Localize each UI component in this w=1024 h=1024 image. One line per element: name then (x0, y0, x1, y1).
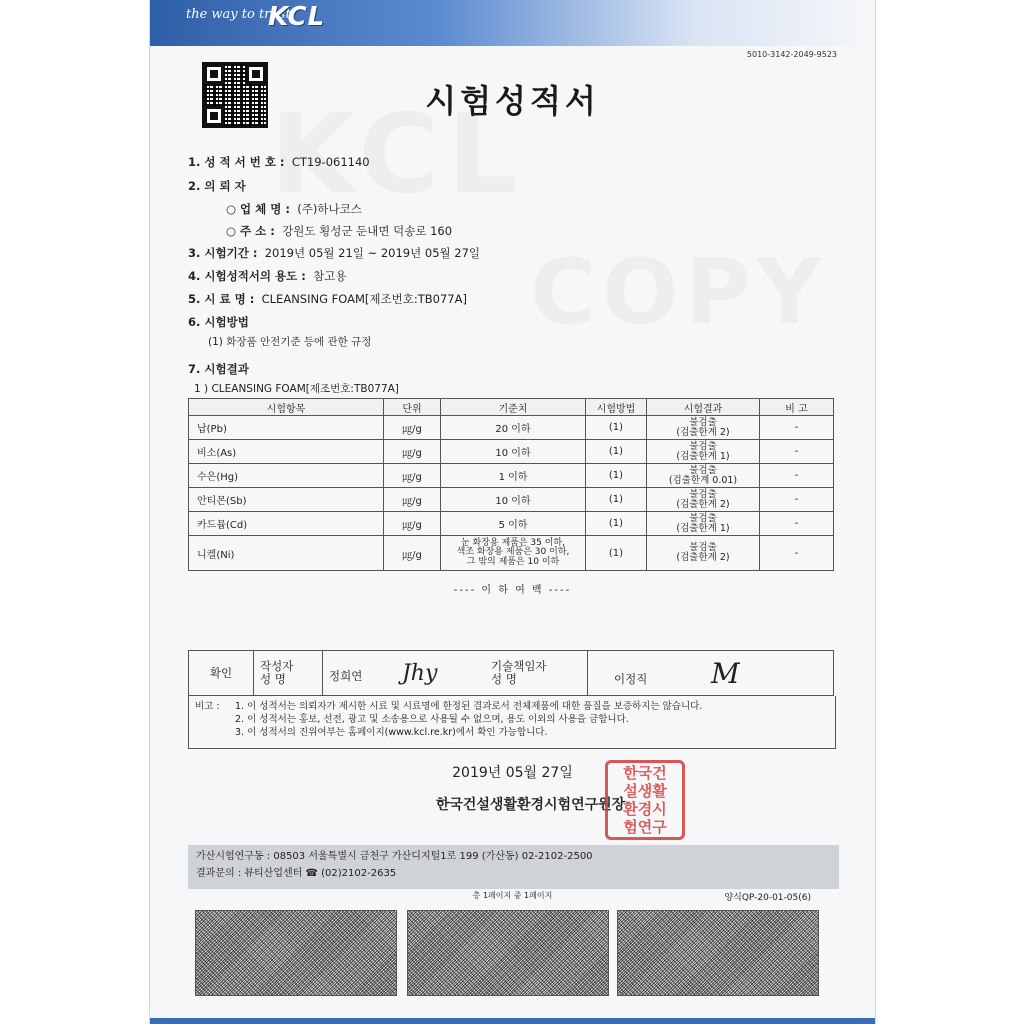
cell-note: - (760, 416, 834, 440)
standard-line: 그 밖의 제품은 10 이하 (466, 556, 560, 567)
table-row (189, 416, 834, 440)
security-pattern (407, 910, 609, 996)
cell-unit: ㎍/g (384, 536, 441, 571)
cell-note: - (760, 488, 834, 512)
result-line: 불검출 (689, 416, 717, 428)
cell-method: (1) (586, 512, 647, 536)
cell-standard: 5 이하 (441, 512, 586, 536)
cell-note: - (760, 464, 834, 488)
col-header: 시험항목 (189, 399, 384, 416)
certificate-page (150, 0, 875, 1024)
cell-result (647, 464, 760, 488)
company-label: ○ 업 체 명 : (226, 202, 290, 216)
cell-item: 안티몬(Sb) (189, 488, 384, 512)
blank-below-note: ---- 이 하 여 백 ---- (453, 585, 572, 596)
result-line: (검출한계 2) (676, 498, 730, 510)
sample-label: 5. 시 료 명 : (188, 292, 255, 306)
footer-contact: 결과문의 : 뷰티산업센터 ☎ (02)2102-2635 (196, 868, 397, 879)
method-label: 6. 시험방법 (188, 315, 249, 329)
author-label: 작성자 (260, 659, 294, 673)
cell-method: (1) (586, 536, 647, 571)
result-line: 불검출 (689, 440, 717, 452)
report-number-label: 1. 성 적 서 번 호 : (188, 155, 285, 169)
result-subtitle: 1 ) CLEANSING FOAM[제조번호:TB077A] (194, 383, 399, 395)
cell-method: (1) (586, 440, 647, 464)
cell-item: 납(Pb) (189, 416, 384, 440)
table-row (189, 536, 834, 571)
result-line: (검출한계 2) (676, 426, 730, 438)
cell-standard: 20 이하 (441, 416, 586, 440)
test-period-row (188, 245, 480, 261)
col-header: 기준치 (441, 399, 586, 416)
results-table (188, 398, 834, 571)
result-label: 7. 시험결과 (188, 362, 249, 376)
cell-result (647, 416, 760, 440)
page-info: 총 1페이지 중 1페이지 (472, 891, 553, 900)
name-label: 성 명 (260, 672, 286, 686)
cell-unit: ㎍/g (384, 464, 441, 488)
form-number: 양식QP-20-01-05(6) (724, 893, 811, 903)
result-line: 불검출 (689, 512, 717, 524)
remarks-label: 비고 : (195, 701, 220, 712)
result-line: (검출한계 0.01) (668, 474, 738, 486)
result-heading (188, 361, 249, 377)
official-seal-icon: 한국건 설생활 환경시 험연구 (605, 760, 685, 840)
purpose-row (188, 268, 347, 284)
cell-standard: 10 이하 (441, 488, 586, 512)
result-line: 불검출 (689, 488, 717, 500)
signature-table (188, 650, 834, 696)
security-pattern (617, 910, 819, 996)
cell-result (647, 536, 760, 571)
cell-standard: 10 이하 (441, 440, 586, 464)
result-line: (검출한계 1) (676, 450, 730, 462)
col-header: 비 고 (760, 399, 834, 416)
cell-note: - (760, 440, 834, 464)
cell-method: (1) (586, 416, 647, 440)
report-number-row (188, 154, 370, 170)
cell-item: 니켈(Ni) (189, 536, 384, 571)
cell-result (647, 512, 760, 536)
standard-line: 색조 화장용 제품은 30 이하, (456, 547, 570, 558)
table-row (189, 512, 834, 536)
address-label: ○ 주 소 : (226, 224, 275, 238)
security-pattern (195, 910, 397, 996)
cell-unit: ㎍/g (384, 440, 441, 464)
result-line: 불검출 (689, 464, 717, 476)
client-label: 2. 의 뢰 자 (188, 179, 246, 193)
tagline: the way to trust (186, 7, 291, 22)
tech-label: 기술책임자 (491, 659, 547, 673)
issue-date: 2019년 05월 27일 (452, 765, 573, 781)
result-line: (검출한계 1) (676, 522, 730, 534)
sample-row (188, 291, 467, 307)
cell-note: - (760, 512, 834, 536)
test-period-label: 3. 시험기간 : (188, 246, 258, 260)
result-line: (검출한계 2) (676, 552, 730, 563)
remarks-box (188, 696, 836, 749)
kcl-logo: KCL (268, 2, 326, 32)
page-title: 시험성적서 (425, 82, 600, 120)
tech-signature: M (710, 656, 740, 690)
table-header-row (189, 399, 834, 416)
purpose-label: 4. 시험성적서의 용도 : (188, 269, 306, 283)
remark-line: 1. 이 성적서는 의뢰자가 제시한 시료 및 시료명에 한정된 결과로서 전체제품에 대한 품질을 보증하지는 않습니다. (235, 701, 703, 712)
cell-unit: ㎍/g (384, 416, 441, 440)
cell-unit: ㎍/g (384, 488, 441, 512)
remark-line: 2. 이 성적서는 홍보, 선전, 광고 및 소송용으로 사용될 수 없으며, 용도 이외의 사용을 금합니다. (235, 714, 629, 725)
table-row (189, 440, 834, 464)
header-banner (150, 0, 875, 46)
cell-result (647, 488, 760, 512)
footer-address: 가산시험연구동 : 08503 서울특별시 금천구 가산디지털1로 199 (가산동) 02-2102-2500 (196, 851, 593, 862)
col-header: 시험방법 (586, 399, 647, 416)
cell-method: (1) (586, 488, 647, 512)
author-cell (323, 651, 486, 696)
table-row (189, 464, 834, 488)
report-number: CT19-061140 (291, 155, 370, 169)
cell-item: 비소(As) (189, 440, 384, 464)
author-labels (254, 651, 323, 696)
cell-result (647, 440, 760, 464)
cell-method: (1) (586, 464, 647, 488)
tech-cell (588, 651, 834, 696)
address: 강원도 횡성군 둔내면 덕송로 160 (282, 224, 453, 238)
confirm-label: 확인 (189, 651, 254, 696)
bottom-bar (150, 1018, 875, 1024)
result-line: 불검출 (689, 542, 717, 553)
cell-note: - (760, 536, 834, 571)
purpose: 참고용 (313, 269, 347, 283)
cell-unit: ㎍/g (384, 512, 441, 536)
method-heading (188, 314, 249, 330)
remark-line: 3. 이 성적서의 진위여부는 홈페이지(www.kcl.re.kr)에서 확인 가능합니다. (235, 727, 548, 738)
standard-line: 눈 화장용 제품은 35 이하, (460, 537, 565, 548)
cell-item: 수은(Hg) (189, 464, 384, 488)
author-name: 정희연 (329, 668, 363, 683)
tech-name-label: 성 명 (491, 672, 517, 686)
address-row (226, 223, 452, 239)
document-number: 5010-3142-2049-9523 (746, 50, 837, 59)
footer-info (188, 845, 839, 889)
test-period: 2019년 05월 21일 ~ 2019년 05월 27일 (264, 246, 481, 260)
method-text: (1) 화장품 안전기준 등에 관한 규정 (208, 336, 372, 348)
company-row (226, 201, 362, 217)
cell-standard (441, 536, 586, 571)
cell-item: 카드뮴(Cd) (189, 512, 384, 536)
organization-name: 한국건설생활환경시험연구원장 (435, 797, 626, 813)
cell-standard: 1 이하 (441, 464, 586, 488)
client-heading (188, 178, 246, 194)
watermark-copy (530, 240, 828, 345)
col-header: 단위 (384, 399, 441, 416)
tech-labels (485, 651, 588, 696)
sample-name: CLEANSING FOAM[제조번호:TB077A] (261, 292, 467, 306)
company-name: (주)하나코스 (297, 202, 362, 216)
author-signature: Jhy (401, 660, 438, 686)
table-row (189, 488, 834, 512)
tech-name: 이정직 (614, 671, 648, 686)
col-header: 시험결과 (647, 399, 760, 416)
